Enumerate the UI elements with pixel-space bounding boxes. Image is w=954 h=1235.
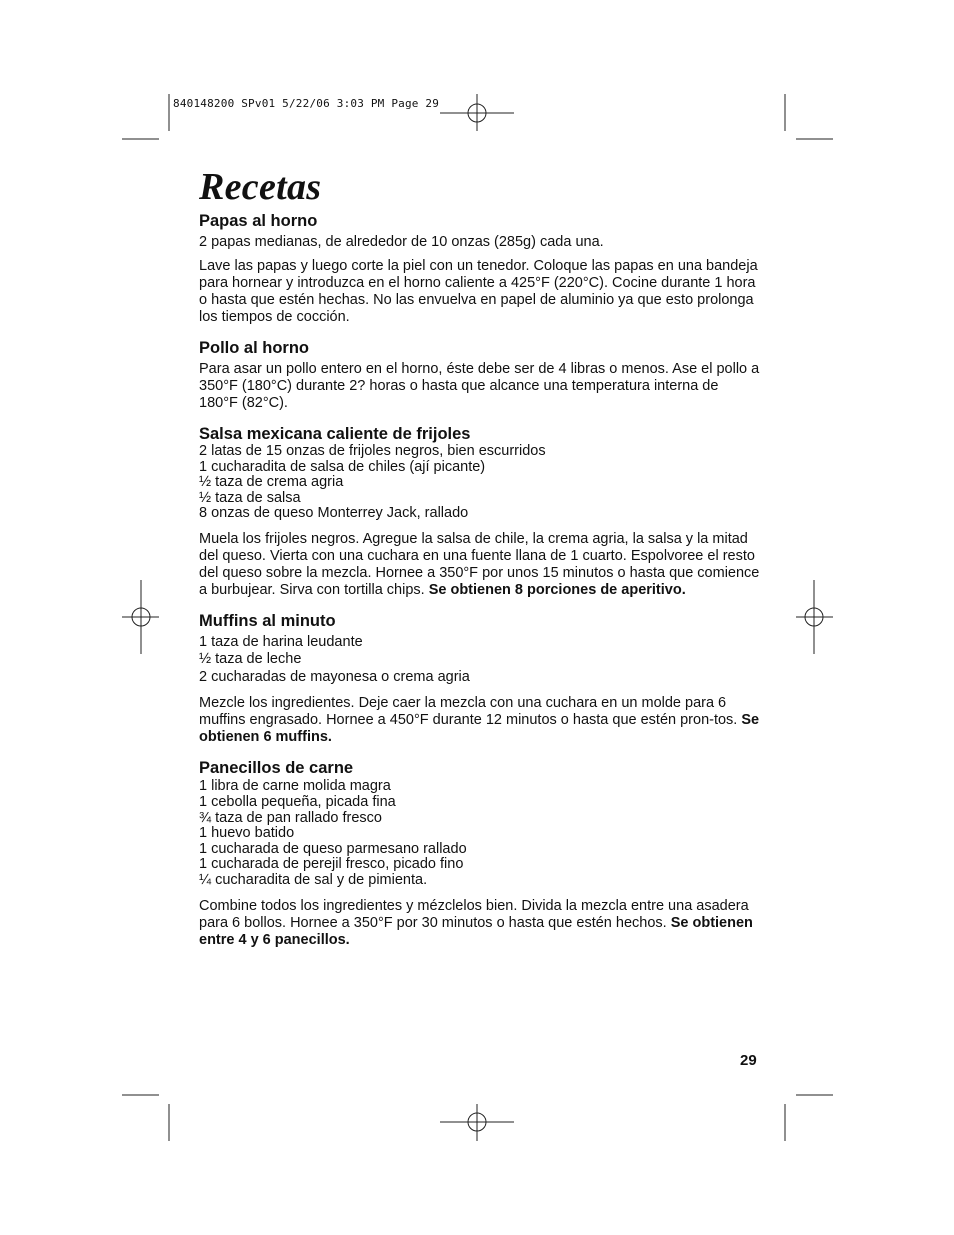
ingredient-item: 1 cucharada de queso parmesano rallado	[199, 840, 467, 857]
instructions-text: Muela los frijoles negros. Agregue la salsa de chile, la crema agria, la salsa y la mitad del queso. Vierta con una cuchara en una fuente llana de 1 cuarto. Espolvoree el resto del queso sobre la mezcla. Hornee a 350°F por unos 15 minutos o hasta que comience a burbujear. Sirva con tortilla chips.	[199, 530, 760, 598]
recipe-yield: Se obtienen entre 4 y 6 panecillos.	[199, 914, 753, 948]
recipe-heading: Papas al horno	[199, 212, 318, 230]
ingredient-item: ½ taza de leche	[199, 651, 302, 668]
recipe-instructions: Para asar un pollo entero en el horno, éste debe ser de 4 libras o menos. Ase el pollo a 350°F (180°C) durante 2? horas o hasta que alcance una temperatura interna de 180°F (82°C).	[199, 361, 760, 411]
recipe-yield: Se obtienen 6 muffins.	[199, 712, 760, 746]
page-title: Recetas	[199, 166, 322, 208]
ingredient-list	[199, 444, 761, 522]
ingredient-list	[199, 779, 761, 888]
recipe-intro: 2 papas medianas, de alrededor de 10 onzas (285g) cada una.	[199, 234, 604, 250]
ingredient-item: 2 cucharadas de mayonesa o crema agria	[199, 668, 470, 685]
instructions-text: Combine todos los ingredientes y mézclelos bien. Divida la mezcla entre una asadera para 6 bollos. Hornee a 350°F por 30 minutos o hasta que estén hechos.	[199, 897, 749, 931]
recipe-pollo-al-horno	[199, 338, 761, 412]
recipe-heading: Pollo al horno	[199, 339, 309, 357]
recipe-instructions: Lave las papas y luego corte la piel con un tenedor. Coloque las papas en una bandeja para hornear y introduzca en el horno caliente a 425°F (220°C). Cocine durante 1 hora o hasta que estén hechas. No las envuelva en papel de aluminio ya que esto prolonga los tiempos de cocción.	[199, 258, 758, 325]
ingredient-item: 1 cucharadita de salsa de chiles (ají picante)	[199, 458, 486, 475]
ingredient-item: 1 taza de harina leudante	[199, 633, 363, 650]
instructions-text: Mezcle los ingredientes. Deje caer la mezcla con una cuchara en un molde para 6 muffins engrasado. Hornee a 450°F durante 12 minutos o hasta que estén pron-tos.	[199, 695, 742, 729]
recipe-salsa-mexicana	[199, 424, 761, 599]
recipe-instructions	[199, 531, 761, 599]
recipe-heading: Salsa mexicana caliente de frijoles	[199, 425, 471, 443]
page-number: 29	[740, 1052, 757, 1069]
ingredient-item: 2 latas de 15 onzas de frijoles negros, bien escurridos	[199, 443, 546, 459]
ingredient-item: ½ taza de salsa	[199, 489, 301, 506]
recipe-yield: Se obtienen 8 porciones de aperitivo.	[428, 581, 686, 598]
recipe-heading: Muffins al minuto	[199, 611, 336, 630]
ingredient-item: 8 onzas de queso Monterrey Jack, rallado	[199, 505, 469, 522]
ingredient-item: 1 cebolla pequeña, picada fina	[199, 794, 396, 811]
print-slug: 840148200 SPv01 5/22/06 3:03 PM Page 29	[173, 97, 440, 110]
recipe-muffins-al-minuto	[199, 611, 761, 747]
ingredient-item: 1 cucharada de perejil fresco, picado fino	[199, 856, 464, 873]
ingredient-item: 1 huevo batido	[199, 825, 295, 842]
ingredient-item: 1 libra de carne molida magra	[199, 778, 391, 795]
recipe-instructions	[199, 695, 761, 746]
recipe-heading: Panecillos de carne	[199, 759, 354, 778]
recipe-panecillos-de-carne	[199, 758, 761, 948]
ingredient-item: ¾ taza de pan rallado fresco	[199, 809, 382, 826]
recipes-content	[199, 165, 761, 961]
recipe-instructions	[199, 898, 761, 949]
ingredient-item: ¼ cucharadita de sal y de pimienta.	[199, 872, 428, 889]
ingredient-list	[199, 634, 761, 687]
ingredient-item: ½ taza de crema agria	[199, 474, 344, 491]
recipe-papas-al-horno	[199, 211, 761, 326]
